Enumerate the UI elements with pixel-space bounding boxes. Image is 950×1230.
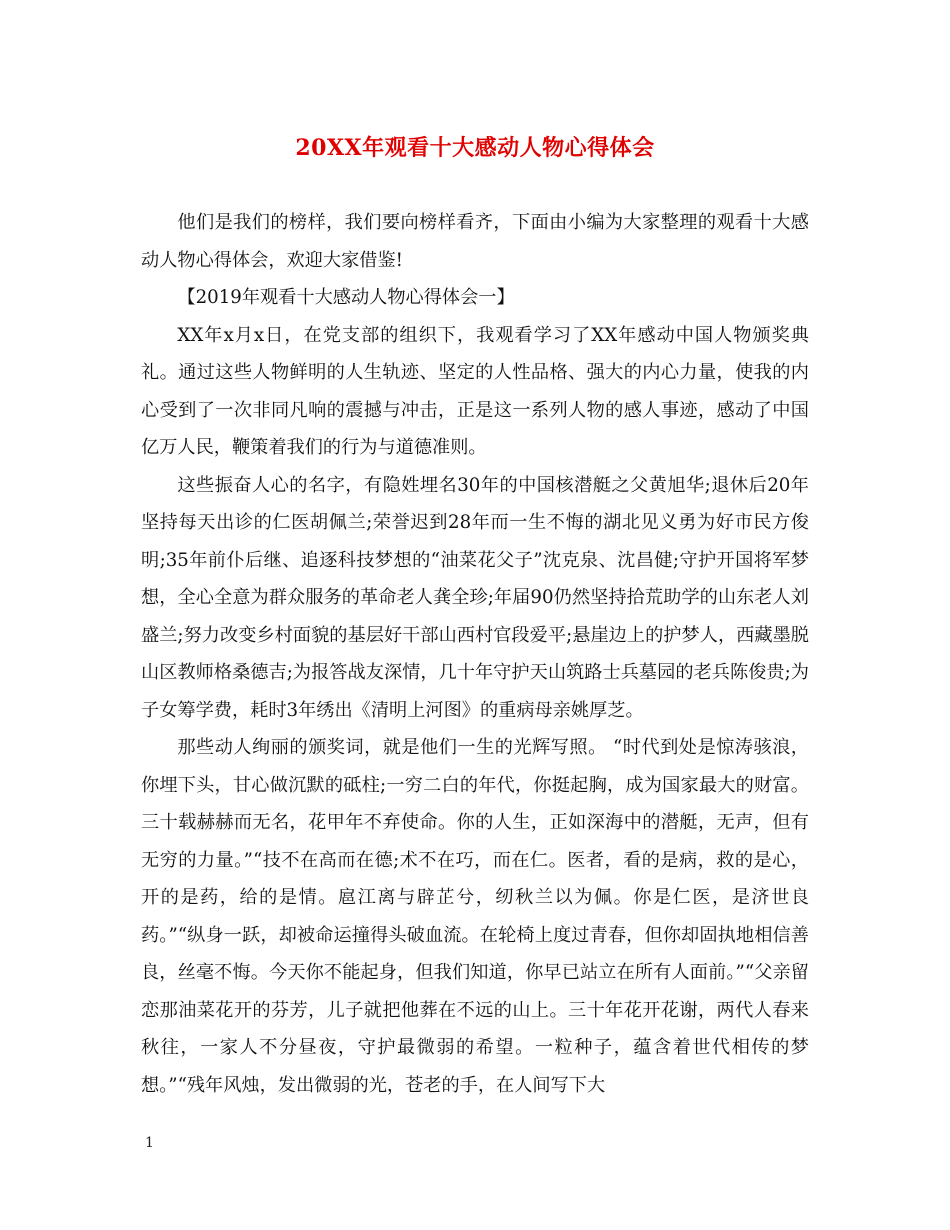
body-paragraph: XX年x月x日，在党支部的组织下，我观看学习了XX年感动中国人物颁奖典礼。通过这些人物鲜明的人生轨迹、坚定的人性品格、强大的内心力量，使我的内心受到了一次非同凡响的震撼与冲击，正是这一系列人物的感人事迹，感动了中国亿万人民，鞭策着我们的行为与道德准则。 [141, 324, 809, 458]
document-title: 20XX年观看十大感动人物心得体会 [295, 135, 655, 161]
page-number: 1 [145, 1135, 154, 1151]
body-paragraph: 这些振奋人心的名字，有隐姓埋名30年的中国核潜艇之父黄旭华;退休后20年坚持每天出诊的仁医胡佩兰;荣誉迟到28年而一生不悔的湖北见义勇为好市民方俊明;35年前仆后继、追逐科技梦想的“油菜花父子”沈克泉、沈昌健;守护开国将军梦想，全心全意为群众服务的革命老人龚全珍;年届90仍然坚持拾荒助学的山东老人刘盛兰;努力改变乡村面貌的基层好干部山西村官段爱平;悬崖边上的护梦人，西藏墨脱山区教师格桑德吉;为报答战友深情，几十年守护天山筑路士兵墓园的老兵陈俊贵;为子女筹学费，耗时3年绣出《清明上河图》的重病母亲姚厚芝。 [141, 474, 809, 721]
section-heading: 【2019年观看十大感动人物心得体会一】 [177, 287, 515, 308]
intro-paragraph: 他们是我们的榜样，我们要向榜样看齐，下面由小编为大家整理的观看十大感动人物心得体会，欢迎大家借鉴! [141, 212, 809, 271]
document-body [141, 204, 809, 1104]
body-paragraph: 那些动人绚丽的颁奖词，就是他们一生的光辉写照。 “时代到处是惊涛骇浪，你埋下头，甘心做沉默的砥柱;一穷二白的年代，你挺起胸，成为国家最大的财富。三十载赫赫而无名，花甲年不弃使命。你的人生，正如深海中的潜艇，无声，但有无穷的力量。”“技不在高而在德;术不在巧，而在仁。医者，看的是病，救的是心，开的是药，给的是情。扈江离与辟芷兮，纫秋兰以为佩。你是仁医，是济世良药。”“纵身一跃，却被命运撞得头破血流。在轮椅上度过青春，但你却固执地相信善良，丝毫不悔。今天你不能起身，但我们知道，你早已站立在所有人面前。”“父亲留恋那油菜花开的芬芳，儿子就把他葬在不远的山上。三十年花开花谢，两代人春来秋往，一家人不分昼夜，守护最微弱的希望。一粒种子，蕴含着世代相传的梦想。”“残年风烛，发出微弱的光，苍老的手，在人间写下大 [141, 737, 809, 1096]
